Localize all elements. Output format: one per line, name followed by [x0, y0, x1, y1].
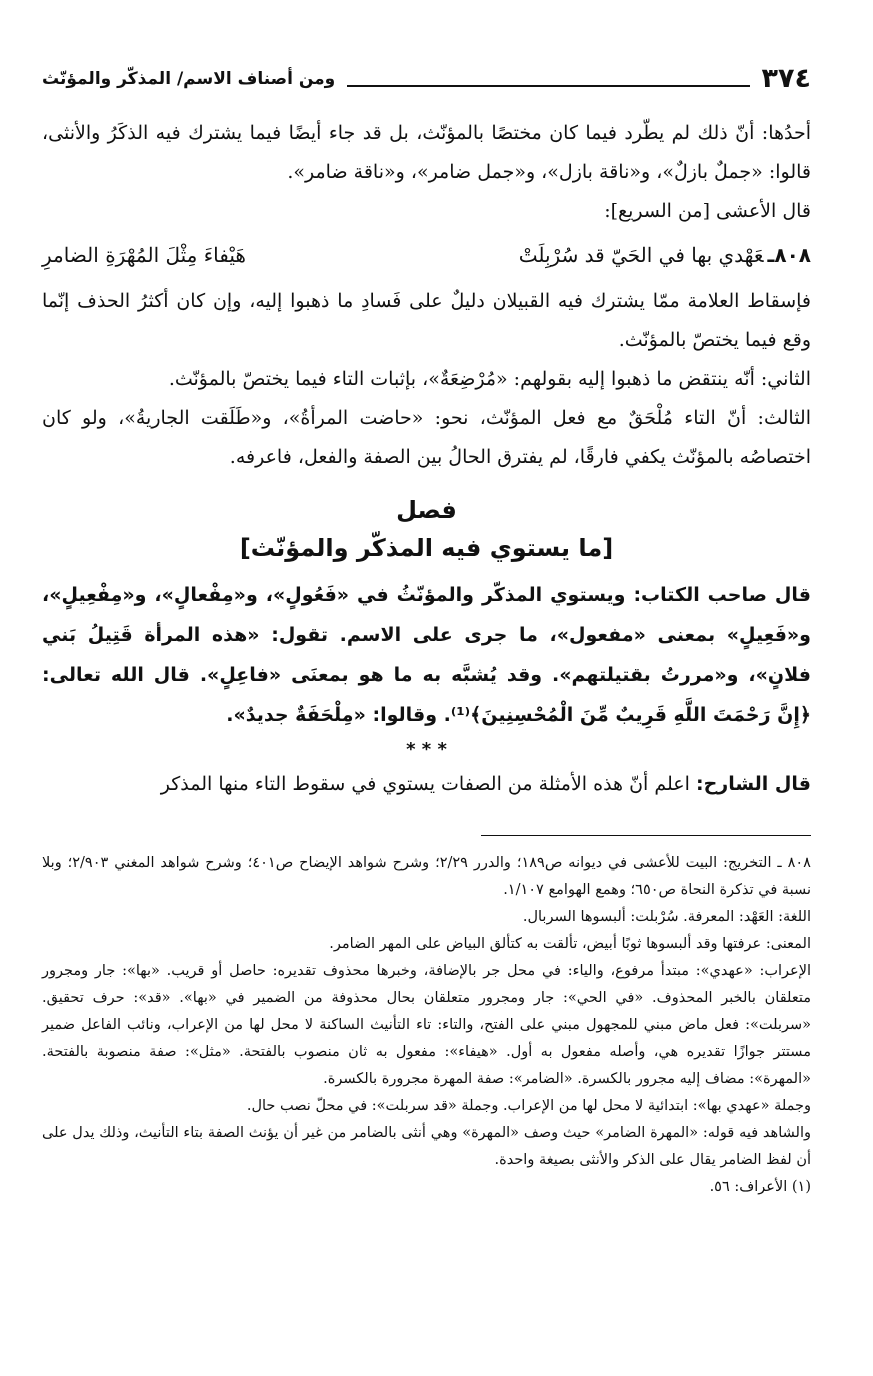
section-heading: فصل [396, 496, 457, 524]
commentary-line [42, 765, 811, 803]
note-takhrij: ٨٠٨ ـ التخريج: البيت للأعشى في ديوانه ص١٨٩؛ والدرر ٢/٢٩؛ وشرح شواهد الإيضاح ص٤٠١؛ وشرح شواهد المغني ٢/٩٠٣؛ وبلا نسبة في تذكرة النحاة ص٦٥٠؛ وهمع الهوامع ١/١٠٧. [42, 855, 811, 898]
commentary-label: قال الشارح: [695, 773, 811, 795]
verse-right-text: عَهْدي بها في الحَيّ قد سُرْبِلَتْ [518, 243, 764, 267]
note-lugha: اللغة: العَهْد: المعرفة. سُرْبلت: ألبسوها السربال. [522, 909, 811, 925]
separator-stars: * * * [406, 739, 447, 760]
header-rule [347, 85, 749, 87]
paragraph-first: أحدُها: أنّ ذلك لم يطّرد فيما كان مختصًا بالمؤنّث، بل قد جاء أيضًا فيما يشترك فيه الذكَرُ والأنثى، قالوا: «جملٌ بازلٌ»، و«ناقة بازل»، و«جمل ضامر»، و«ناقة ضامر». [42, 122, 811, 183]
author-text: قال صاحب الكتاب: ويستوي المذكّر والمؤنّثُ في «فَعُولٍ»، و«مِفْعالٍ»، و«مِفْعِيلٍ»، و«فَعِيلٍ» بمعنى «مفعول»، ما جرى على الاسم. تقول: «هذه المرأة قَتِيلُ بَني فلانٍ»، و«مررتُ بقتيلتهم». وقد يُشبَّه به ما هو بمعنَى «فاعِلٍ». قال الله تعالى: ﴿إِنَّ رَحْمَتَ اللَّهِ قَرِيبٌ مِّنَ الْمُحْسِنِينَ﴾⁽¹⁾. وقالوا: «مِلْحَفَةٌ جديدٌ». [42, 584, 811, 726]
verse-number: ٨٠٨ـ [767, 243, 811, 267]
footnote-rule [481, 835, 811, 836]
verse-line [42, 235, 811, 276]
paragraph-asha: قال الأعشى [من السريع]: [604, 200, 811, 222]
paragraph-third: الثالث: أنّ التاء مُلْحَقٌ مع فعل المؤنّث، نحو: «حاضت المرأةُ»، و«طَلَقت الجاريةُ»، ولو كان اختصاصُه بالمؤنّث يكفي فارقًا، لم يفترق الحالُ بين الصفة والفعل، فاعرفه. [42, 407, 811, 468]
note-mana: المعنى: عرفتها وقد ألبسوها ثوبًا أبيض، تألقت به كتألق البياض على المهر الضامر. [329, 936, 811, 952]
verse-first-hemistich [519, 235, 811, 275]
running-title: ومن أصناف الاسم/ المذكّر والمؤنّث [42, 69, 336, 89]
paragraph-second: الثاني: أنّه ينتقض ما ذهبوا إليه بقولهم: «مُرْضِعَةٌ»، بإثبات التاء فيما يختصّ بالمؤنّث. [168, 368, 811, 390]
paragraph-isqat: فإسقاط العلامة ممّا يشترك فيه القبيلان دليلٌ على فَسادِ ما ذهبوا إليه، وإن كان أكثرُ الحذف إنّما وقع فيما يختصّ بالمؤنّث. [42, 290, 811, 351]
page-number: ٣٧٤ [761, 63, 811, 94]
page-header [42, 58, 811, 94]
note-shahid: والشاهد فيه قوله: «المهرة الضامر» حيث وصف «المهرة» وهي أنثى بالضامر من غير أن يؤنث الصفة بتاء التأنيث، وذلك يدل على أن لفظ الضامر يقال على الذكر والأنثى بصيغة واحدة. [42, 1125, 811, 1168]
note-jumla: وجملة «عهدي بها»: ابتدائية لا محل لها من الإعراب. وجملة «قد سربلت»: في محلّ نصب حال. [246, 1098, 811, 1114]
section-subheading: [ما يستوي فيه المذكّر والمؤنّث] [239, 534, 614, 562]
verse-second-hemistich: هَيْفاءَ مِثْلَ المُهْرَةِ الضامرِ [42, 243, 246, 267]
note-irab: الإعراب: «عهدي»: مبتدأ مرفوع، والياء: في محل جر بالإضافة، وخبرها محذوف تقديره: حاصل أو قريب. «بها»: جار ومجرور متعلقان بالخبر المحذوف. «في الحي»: جار ومجرور متعلقان بحال محذوفة من الضمير في «بها». «قد»: حرف تحقيق. «سربلت»: فعل ماض مبني للمجهول مبني على الفتح، والتاء: تاء التأنيث الساكنة لا محل لها من الإعراب، ونائب الفاعل ضمير مستتر جوازًا تقديره هي، وأصله مفعول به أول. «هيفاء»: مفعول به ثان منصوب بالفتحة. «مثل»: صفة منصوبة بالفتحة. «المهرة»: مضاف إليه مجرور بالكسرة. «الضامر»: صفة المهرة مجرورة بالكسرة. [42, 963, 811, 1087]
footnotes [42, 850, 811, 1201]
footnote-one: (١) الأعراف: ٥٦. [709, 1179, 811, 1195]
main-text [42, 114, 811, 477]
commentary-text: اعلم أنّ هذه الأمثلة من الصفات يستوي في سقوط التاء منها المذكر [160, 773, 690, 795]
